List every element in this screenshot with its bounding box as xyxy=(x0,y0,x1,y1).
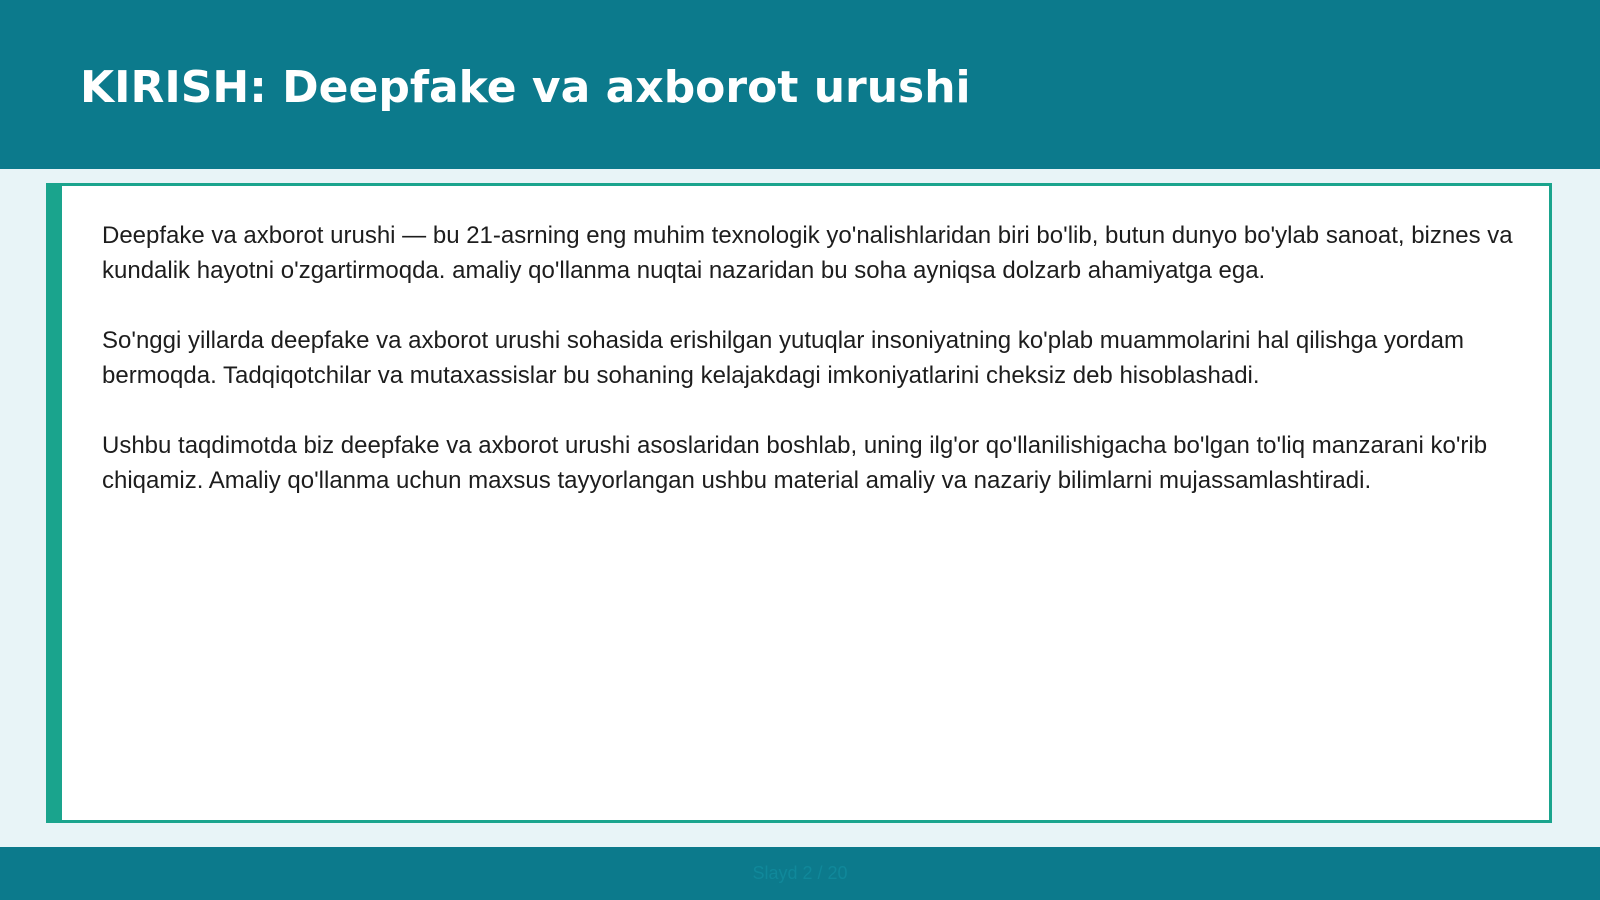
page-number: Slayd 2 / 20 xyxy=(752,863,848,883)
intro-paragraph: Deepfake va axborot urushi — bu 21-asrning eng muhim texnologik yo'nalishlaridan biri bo'lib, butun dunyo bo'ylab sanoat, biznes va kundalik hayotni o'zgartirmoqda. amaliy qo'llanma nuqtai nazaridan bu soha ayniqsa dolzarb ahamiyatga ega. xyxy=(102,222,1513,284)
slide-header xyxy=(0,0,1600,169)
content-card xyxy=(46,183,1552,823)
slide-title: KIRISH: Deepfake va axborot urushi xyxy=(80,62,971,113)
achievements-paragraph: So'nggi yillarda deepfake va axborot urushi sohasida erishilgan yutuqlar insoniyatning ko'plab muammolarini hal qilishga yordam bermoqda. Tadqiqotchilar va mutaxassislar bu sohaning kelajakdagi imkoniyatlarini cheksiz deb hisoblashadi. xyxy=(102,327,1464,389)
content-text xyxy=(102,218,1532,533)
presentation-overview-paragraph: Ushbu taqdimotda biz deepfake va axborot urushi asoslaridan boshlab, uning ilg'or qo'llanilishigacha bo'lgan to'liq manzarani ko'rib chiqamiz. Amaliy qo'llanma uchun maxsus tayyorlangan ushbu material amaliy va nazariy bilimlarni mujassamlashtiradi. xyxy=(102,432,1488,494)
slide-footer xyxy=(0,847,1600,900)
